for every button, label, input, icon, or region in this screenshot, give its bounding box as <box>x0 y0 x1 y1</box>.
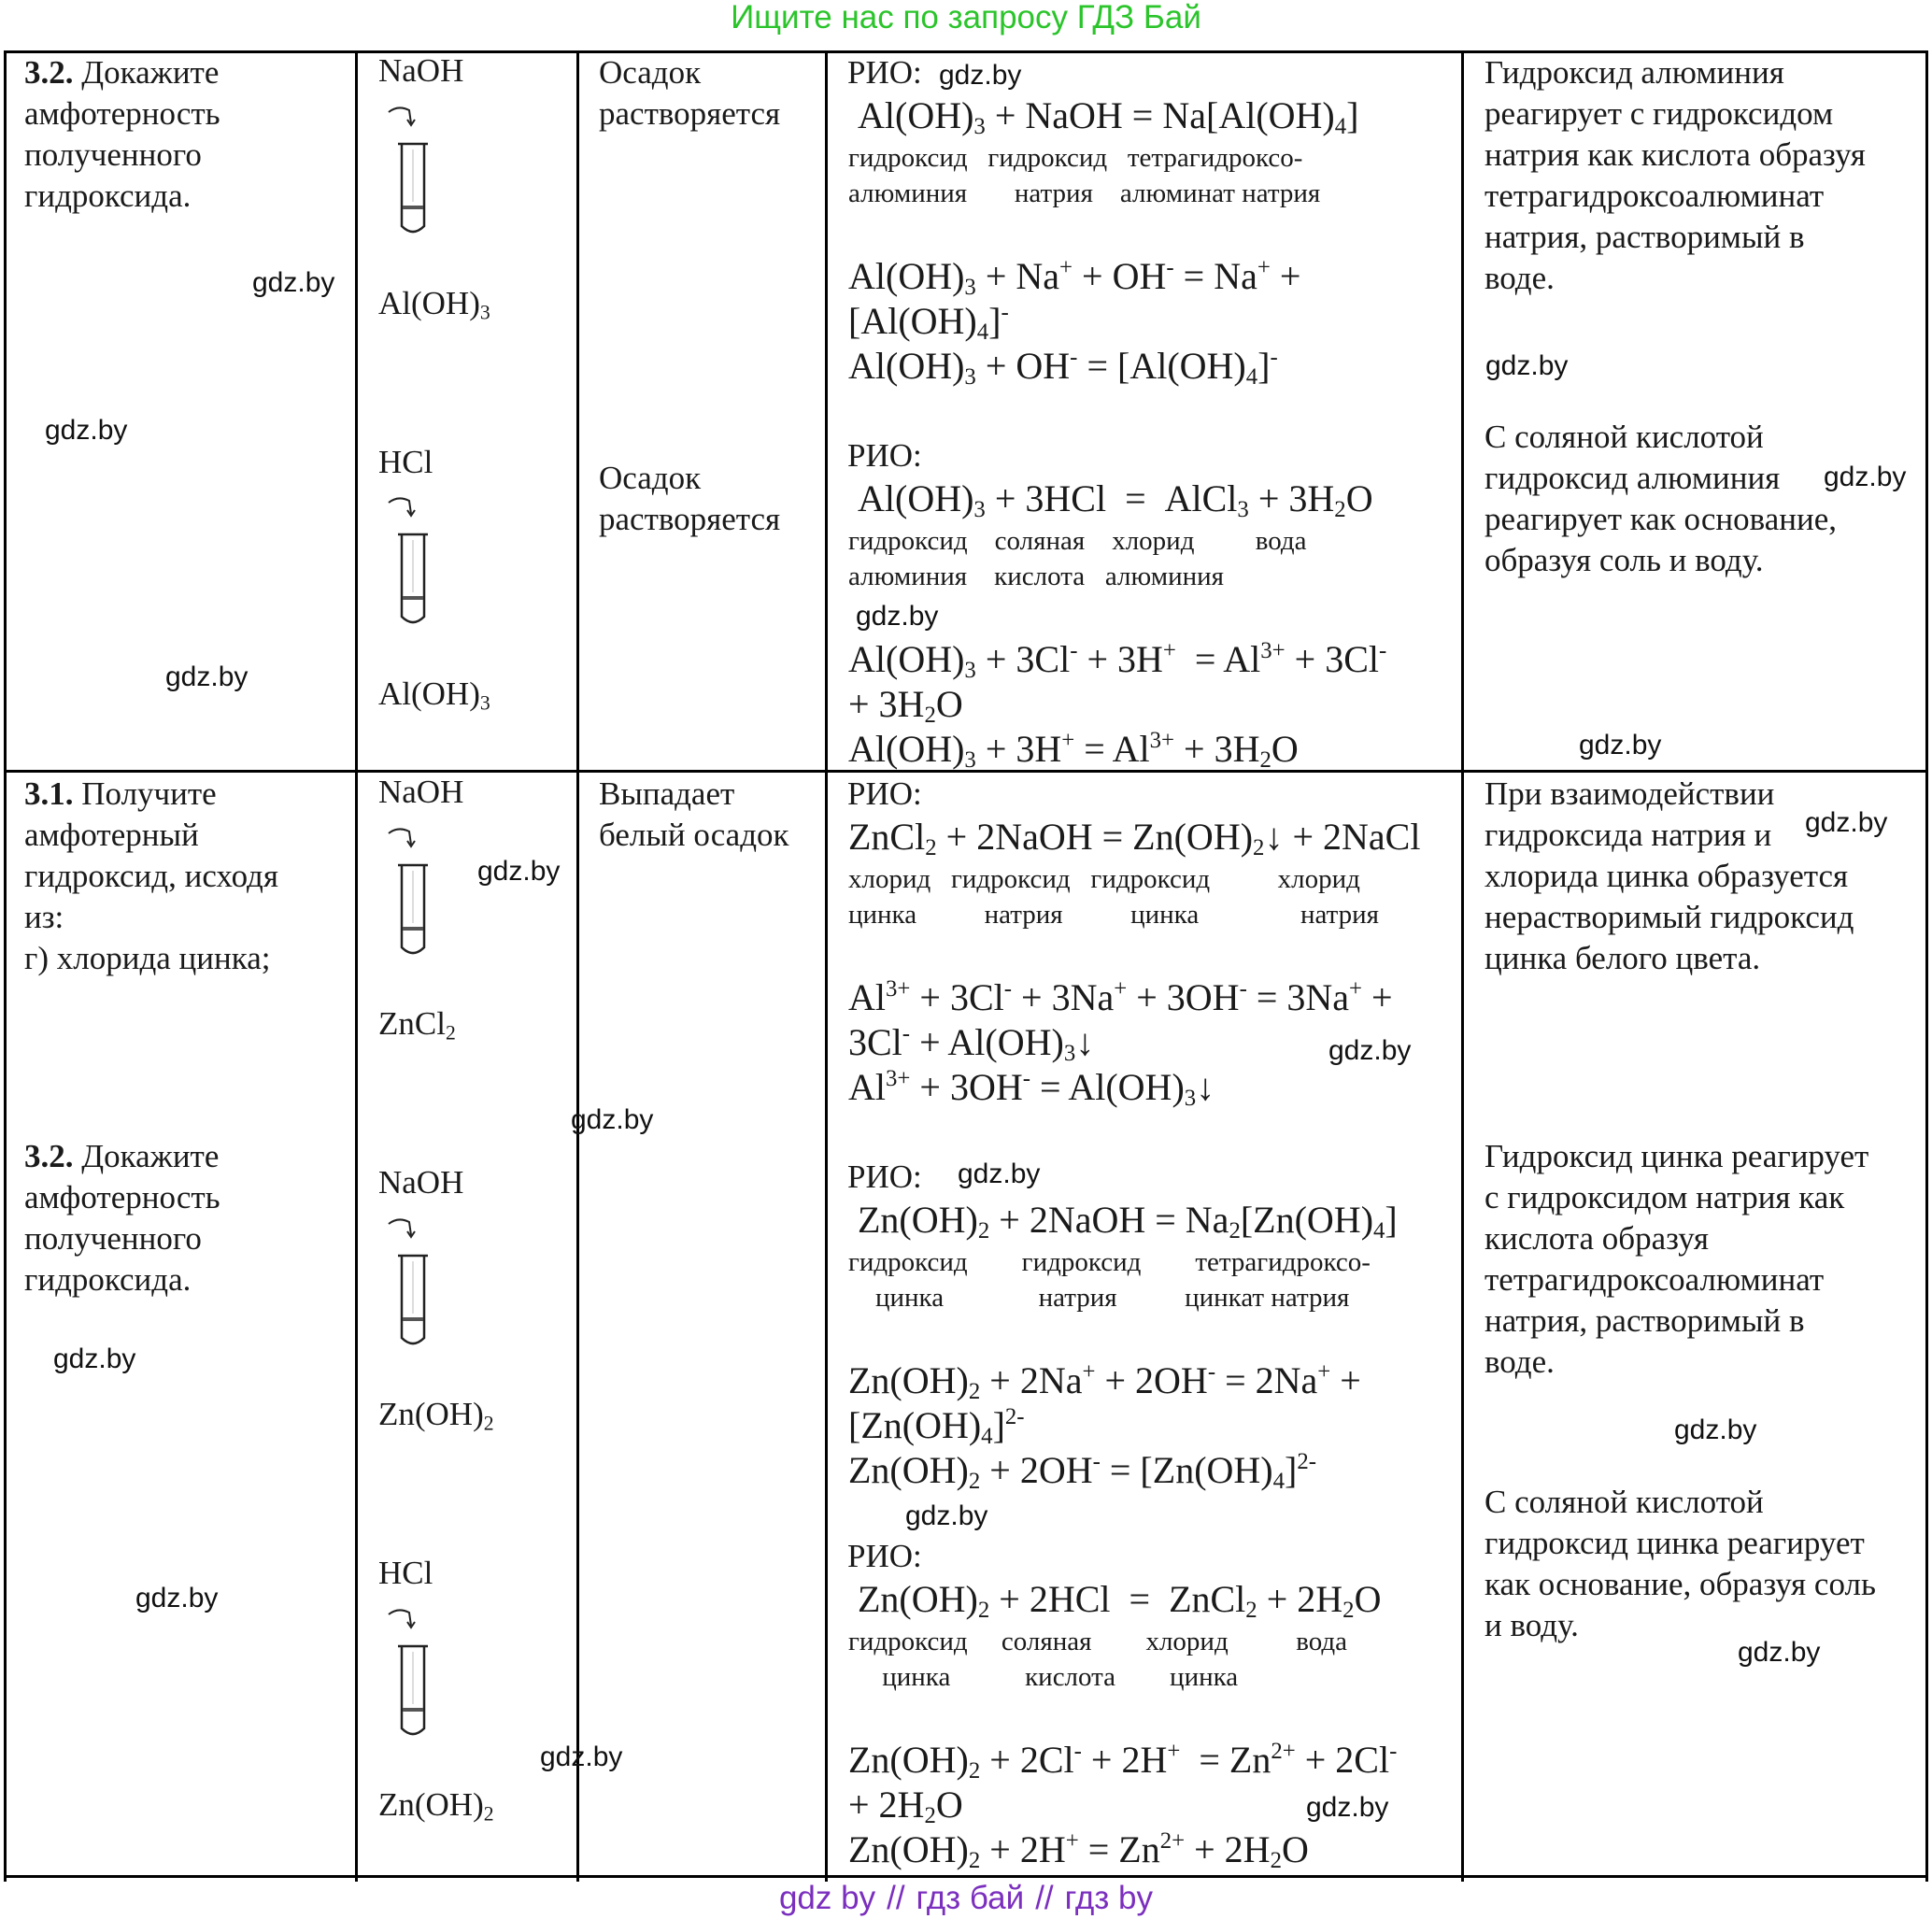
watermark: gdz.by <box>252 267 335 298</box>
reagent-bottom: ZnCl$_2$ <box>378 1005 456 1045</box>
reagent-bottom: $Al(OH)_3$ <box>378 675 490 715</box>
observation-line: Выпадает <box>599 775 735 812</box>
watermark: gdz.by <box>1328 1035 1412 1066</box>
col-border-0 <box>4 50 7 1882</box>
watermark: gdz.by <box>165 661 249 692</box>
task-line: гидроксида. <box>24 1261 192 1298</box>
equation: + $2H_2O$ <box>848 1784 963 1829</box>
task-text <box>24 1136 219 1177</box>
equation: $Al(OH)_3 + OH^- = [Al(OH)_4]^-$ <box>848 345 1278 391</box>
task-number: 3.2. <box>24 1138 74 1174</box>
equation: $Al^{3+} + 3Cl^- + 3Na^+ + 3OH^- = 3Na^+$ + <box>848 976 1393 1018</box>
task-line: полученного <box>24 1220 202 1257</box>
conclusion-line: цинка белого цвета. <box>1485 940 1761 976</box>
reagent-top: NaOH <box>378 1164 464 1201</box>
test-tube-icon <box>385 826 441 957</box>
watermark: gdz.by <box>45 415 128 446</box>
conclusion-line: гидроксид алюминия <box>1485 460 1781 496</box>
equation-label: гидроксид соляная хлорид вода <box>848 526 1307 556</box>
observation-line: белый осадок <box>599 817 789 853</box>
col-border-2 <box>576 50 579 1882</box>
conclusion-line: и воду. <box>1485 1607 1579 1643</box>
task-line: из: <box>24 899 64 935</box>
watermark: gdz.by <box>1674 1414 1757 1445</box>
equation: $Al(OH)_3 + 3HCl$ = AlCl$_3$ + $3H_2O$ <box>858 477 1373 523</box>
equation: $Al(OH)_3 + 3Cl^- + 3H^+ = Al^{3+} + 3Cl^-$ <box>848 638 1387 684</box>
conclusion-line: воде. <box>1485 260 1555 296</box>
watermark: gdz.by <box>53 1343 136 1374</box>
test-tube-icon <box>385 105 441 235</box>
task-line: Докажите <box>73 54 220 91</box>
observation-line: растворяется <box>599 95 781 132</box>
task-number: 3.1. <box>24 775 74 812</box>
equation: $Zn(OH)_2 + 2Na^+ + 2OH^- = 2Na^+$ + <box>848 1359 1361 1405</box>
reagent-top: NaOH <box>378 774 464 810</box>
task-line: амфотерность <box>24 1179 220 1215</box>
equation: $Zn(OH)_2 + 2H^+ = Zn^{2+} + 2H_2O$ <box>848 1828 1309 1874</box>
conclusion-line: с гидроксидом натрия как <box>1485 1179 1845 1215</box>
equation-label: гидроксид соляная хлорид вода <box>848 1627 1347 1656</box>
equation: $Al(OH)_3 + 3H^+ = Al^{3+} + 3H_2O$ <box>848 728 1299 774</box>
task-number: 3.2. <box>24 54 74 91</box>
equation: $Al(OH)_3$ + NaOH = $Na[Al(OH)_4]$ <box>858 94 1359 140</box>
task-line: амфотерность <box>24 95 220 132</box>
conclusion-line: воде. <box>1485 1343 1555 1380</box>
observation-line: Осадок <box>599 460 702 496</box>
watermark: gdz.by <box>905 1500 988 1531</box>
watermark: gdz.by <box>477 856 561 887</box>
equation: $3Cl^- + Al(OH)_3↓$ <box>848 1021 1095 1067</box>
col-border-4 <box>1461 50 1464 1882</box>
task-line: г) хлорида цинка; <box>24 940 271 976</box>
footer-links <box>0 1880 1932 1917</box>
watermark: gdz.by <box>1306 1792 1389 1823</box>
reagent-top: HCl <box>378 444 433 480</box>
reagent-bottom: $Zn(OH)_2$ <box>378 1396 494 1435</box>
rio-label: РИО: <box>847 54 922 91</box>
col-border-3 <box>825 50 828 1882</box>
footer-link[interactable]: гдз бай <box>916 1880 1025 1916</box>
conclusion-line: При взаимодействии <box>1485 775 1775 812</box>
conclusion-line: как основание, образуя соль <box>1485 1566 1876 1602</box>
conclusion-line: образуя соль и воду. <box>1485 542 1764 578</box>
task-text <box>24 774 217 815</box>
reagent-bottom: $Al(OH)_3$ <box>378 285 490 324</box>
watermark: gdz.by <box>1805 807 1888 838</box>
col-border-1 <box>355 50 358 1882</box>
conclusion-line: натрия, растворимый в <box>1485 1302 1805 1339</box>
reagent-top: NaOH <box>378 52 464 89</box>
conclusion-line: реагирует как основание, <box>1485 501 1837 537</box>
task-text <box>24 52 219 93</box>
equation: $Zn(OH)_2 + 2HCl$ = ZnCl$_2$ + $2H_2O$ <box>858 1578 1382 1624</box>
equation-label: цинка натрия цинкат натрия <box>848 1283 1350 1313</box>
task-line: гидроксид, исходя <box>24 858 278 894</box>
equation-label: цинка кислота цинка <box>848 1662 1239 1692</box>
conclusion-line: кислота образуя <box>1485 1220 1709 1257</box>
equation: $Zn(OH)_2 + 2Cl^- + 2H^+ = Zn^{2+} + 2Cl^-$ <box>848 1739 1398 1784</box>
equation-label: алюминия кислота алюминия <box>848 561 1224 591</box>
watermark: gdz.by <box>1579 730 1662 760</box>
reagent-bottom: $Zn(OH)_2$ <box>378 1786 494 1826</box>
footer-separator: // <box>1035 1880 1054 1916</box>
equation: $Al^{3+} + 3OH^-$ = $Al(OH)_3↓$ <box>848 1066 1215 1112</box>
conclusion-line: гидроксид цинка реагирует <box>1485 1525 1865 1561</box>
watermark: gdz.by <box>135 1583 219 1613</box>
conclusion-line: натрия как кислота образуя <box>1485 136 1866 173</box>
footer-link[interactable]: гдз by <box>1064 1880 1154 1916</box>
test-tube-icon <box>385 1607 441 1738</box>
equation: $Al(OH)_3 + Na^+ + OH^- = Na^+$ + <box>848 255 1301 301</box>
conclusion-line: гидроксида натрия и <box>1485 817 1772 853</box>
test-tube-icon <box>385 495 441 626</box>
equation: $Zn(OH)_2$ + 2NaOH = $Na_2[Zn(OH)_4]$ <box>858 1199 1398 1244</box>
watermark: gdz.by <box>540 1741 623 1772</box>
observation-line: растворяется <box>599 501 781 537</box>
conclusion-line: хлорида цинка образуется <box>1485 858 1849 894</box>
rio-label: РИО: <box>847 1159 922 1195</box>
top-banner[interactable]: Ищите нас по запросу ГДЗ Бай <box>731 0 1201 36</box>
table-border-bottom <box>4 1875 1928 1878</box>
task-line: полученного <box>24 136 202 173</box>
watermark: gdz.by <box>856 601 939 632</box>
task-line: Докажите <box>73 1138 220 1174</box>
col-border-5 <box>1925 50 1928 1882</box>
rio-label: РИО: <box>847 437 922 474</box>
rio-label: РИО: <box>847 775 922 812</box>
watermark: gdz.by <box>1485 350 1569 381</box>
equation-label: хлорид гидроксид гидроксид хлорид <box>848 864 1360 894</box>
conclusion-line: С соляной кислотой <box>1485 1484 1764 1520</box>
task-line: амфотерный <box>24 817 199 853</box>
equation-label: цинка натрия цинка натрия <box>848 900 1379 930</box>
conclusion-line: тетрагидроксоалюминат <box>1485 178 1825 214</box>
equation-label: гидроксид гидроксид тетрагидроксо- <box>848 1247 1371 1277</box>
footer-link[interactable]: gdz by <box>778 1880 876 1916</box>
watermark: gdz.by <box>1824 462 1907 492</box>
reagent-top: HCl <box>378 1555 433 1591</box>
conclusion-line: Гидроксид цинка реагирует <box>1485 1138 1869 1174</box>
equation-label: гидроксид гидроксид тетрагидроксо- <box>848 143 1303 173</box>
rio-label: РИО: <box>847 1538 922 1574</box>
watermark: gdz.by <box>939 60 1022 91</box>
conclusion-line: Гидроксид алюминия <box>1485 54 1784 91</box>
equation: $[Zn(OH)_4]^{2-}$ <box>848 1404 1025 1450</box>
conclusion-line: нерастворимый гидроксид <box>1485 899 1854 935</box>
equation: + $3H_2O$ <box>848 683 963 729</box>
conclusion-line: С соляной кислотой <box>1485 419 1764 455</box>
equation: $Zn(OH)_2 + 2OH^- = [Zn(OH)_4]^{2-}$ <box>848 1449 1316 1495</box>
conclusion-line: натрия, растворимый в <box>1485 219 1805 255</box>
observation-line: Осадок <box>599 54 702 91</box>
conclusion-line: реагирует с гидроксидом <box>1485 95 1834 132</box>
equation-label: алюминия натрия алюминат натрия <box>848 178 1321 208</box>
conclusion-line: тетрагидроксоалюминат <box>1485 1261 1825 1298</box>
test-tube-icon <box>385 1216 441 1347</box>
watermark: gdz.by <box>958 1159 1041 1189</box>
task-line: гидроксида. <box>24 178 192 214</box>
equation: ZnCl$_2$ + 2NaOH = $Zn(OH)_2↓$ + 2NaCl <box>848 816 1421 861</box>
watermark: gdz.by <box>1738 1637 1821 1668</box>
equation: $[Al(OH)_4]^-$ <box>848 300 1009 346</box>
task-line: Получите <box>73 775 217 812</box>
watermark: gdz.by <box>571 1104 654 1135</box>
footer-separator: // <box>887 1880 905 1916</box>
